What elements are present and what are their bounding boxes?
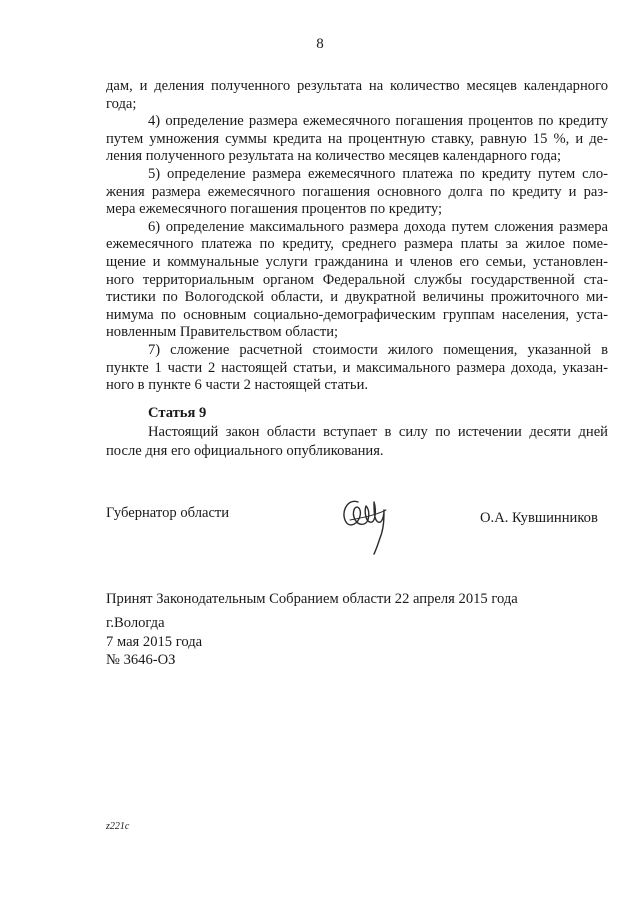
governor-title: Губернатор области [106,505,230,521]
place: г.Вологда [106,615,165,631]
place-date-number [106,614,202,670]
date: 7 мая 2015 года [106,633,203,650]
body-line: ного территориальным органом Федеральной службы государственной ста- [106,271,608,288]
body-line: ежемесячного платежа по кредиту, среднего размера платы за жилое поме- [106,236,608,253]
body-line: ления полученного результата на количество месяцев календарного года; [106,148,562,165]
footer-code: z221c [106,821,130,832]
body-line: 5) определение размера ежемесячного платежа по кредиту путем сло- [148,165,608,182]
body-line: дам, и деления полученного результата на количество месяцев календарного [106,78,608,94]
body-line: нимума по основным социально-демографическим группам населения, уста- [106,306,608,323]
body-line: новленным Правительством области; [106,324,339,341]
body-line: 4) определение размера ежемесячного погашения процентов по кредиту [148,113,608,130]
body-line: щение и коммунальные услуги гражданина и членов его семьи, установлен- [106,253,608,270]
body-line: жения размера ежемесячного погашения основного долга по кредиту и раз- [106,183,608,200]
article-9-body [106,423,608,461]
law-number: № 3646-ОЗ [106,652,176,668]
article-8-continuation [106,78,608,395]
body-line: года; [106,95,137,112]
article-9-line-1: Настоящий закон области вступает в силу по истечении десяти дней [148,424,608,440]
body-line: путем умножения суммы кредита на процентную ставку, равную 15 %, и де- [106,130,608,147]
body-line: 7) сложение расчетной стоимости жилого помещения, указанной в [148,341,608,358]
body-line: ного в пункте 6 части 2 настоящей статьи. [106,377,369,394]
body-line: 6) определение максимального размера дохода путем сложения размера [148,218,608,235]
governor-name: О.А. Кувшинников [480,510,598,526]
page-number: 8 [316,36,324,52]
body-line: пункте 1 части 2 настоящей статьи, и максимального размера дохода, указан- [106,359,608,376]
article-9-line-2: после дня его официального опубликования. [106,443,384,459]
body-line: мера ежемесячного погашения процентов по кредиту; [106,201,443,218]
article-9-heading: Статья 9 [148,405,207,421]
adoption-note: Принят Законодательным Собранием области 22 апреля 2015 года [106,591,518,607]
body-line: тистики по Вологодской области, и двукратной величины прожиточного ми- [106,289,608,306]
handwritten-signature [330,480,410,560]
